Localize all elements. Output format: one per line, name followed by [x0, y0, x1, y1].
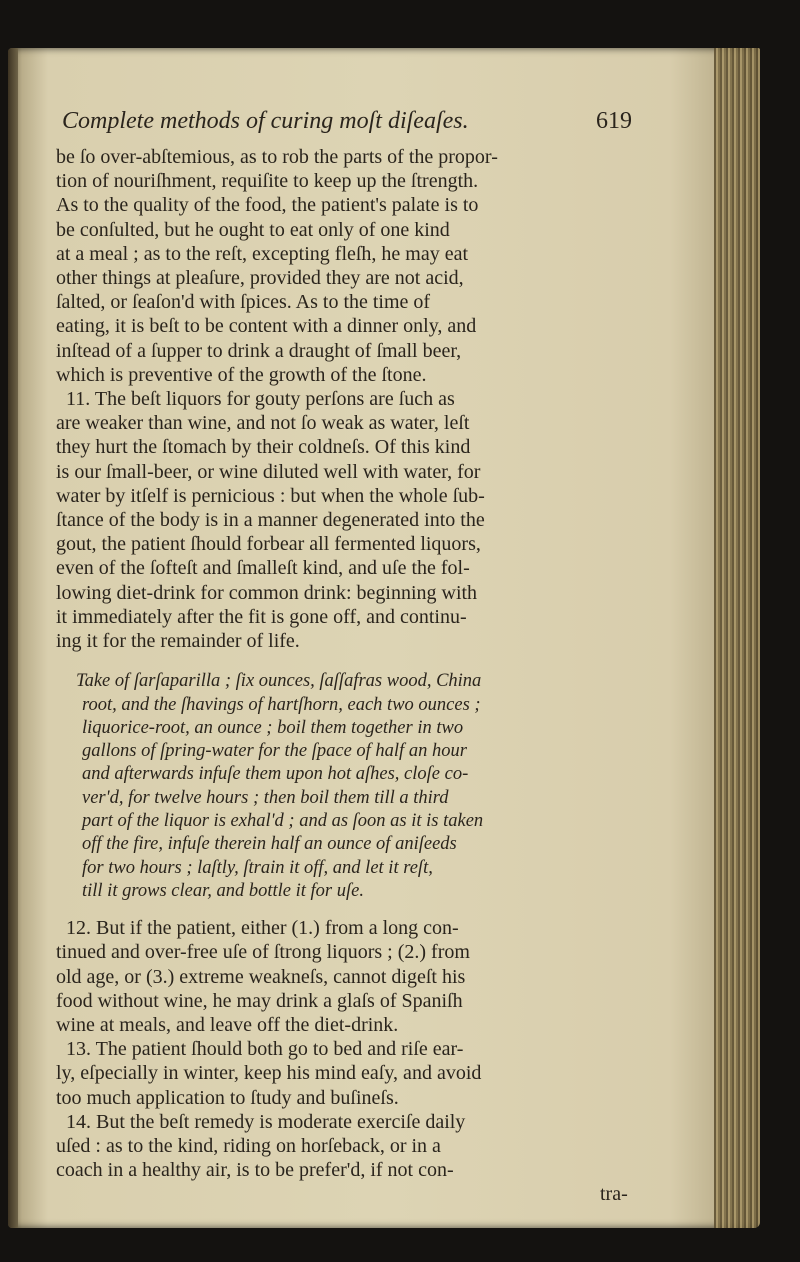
paragraph-line: 13. The patient ſhould both go to bed and riſe ear-: [66, 1038, 464, 1061]
paragraph-line: tinued and over-free uſe of ſtrong liquors ; (2.) from: [56, 941, 470, 964]
paragraph-1-line: be conſulted, but he ought to eat only of one kind: [56, 218, 450, 241]
paragraph-1-line: inſtead of a ſupper to drink a draught of ſmall beer,: [56, 339, 462, 362]
paragraph-line: old age, or (3.) extreme weakneſs, cannot digeſt his: [56, 965, 466, 988]
recipe-line: root, and the ſhavings of hartſhorn, each two ounces ;: [82, 694, 481, 715]
paragraph-11-line: it immediately after the fit is gone off, and continu-: [56, 605, 467, 628]
paragraph-11-line: 11. The beſt liquors for gouty perſons are ſuch as: [66, 388, 455, 410]
paragraph-1-line: other things at pleaſure, provided they are not acid,: [56, 267, 464, 289]
recipe-line: till it grows clear, and bottle it for uſe.: [82, 880, 364, 901]
paragraph-line: wine at meals, and leave off the diet-drink.: [56, 1014, 399, 1036]
recipe-line: gallons of ſpring-water for the ſpace of half an hour: [82, 741, 467, 762]
paragraph-11-line: gout, the patient ſhould forbear all fermented liquors,: [56, 533, 481, 556]
paragraph-11-line: lowing diet-drink for common drink: beginning with: [56, 581, 478, 604]
paragraph-11-line: ing it for the remainder of life.: [56, 630, 300, 652]
paragraph-1-line: at a meal ; as to the reſt, excepting fleſh, he may eat: [56, 242, 469, 265]
paragraph-line: 14. But the beſt remedy is moderate exerciſe daily: [66, 1110, 466, 1133]
paragraph-11-line: water by itſelf is pernicious : but when the whole ſub-: [56, 484, 485, 507]
paragraph-line: coach in a healthy air, is to be prefer'd, if not con-: [56, 1159, 454, 1182]
paragraph-line: uſed : as to the kind, riding on horſeback, or in a: [56, 1135, 441, 1157]
paragraph-11-line: is our ſmall-beer, or wine diluted well with water, for: [56, 460, 481, 483]
paragraph-line: food without wine, he may drink a glaſs of Spaniſh: [56, 989, 463, 1012]
recipe-line: part of the liquor is exhal'd ; and as ſoon as it is taken: [82, 811, 484, 831]
paragraph-1-line: which is preventive of the growth of the ſtone.: [56, 363, 427, 386]
paragraph-1-line: ſalted, or ſeaſon'd with ſpices. As to the time of: [56, 291, 431, 314]
page-fore-edge: [714, 48, 760, 1228]
paragraph-1-line: As to the quality of the food, the patient's palate is to: [56, 194, 479, 217]
recipe-line: liquorice-root, an ounce ; boil them together in two: [82, 717, 464, 738]
paragraph-1-line: eating, it is beſt to be content with a dinner only, and: [56, 315, 477, 338]
paragraph-1-line: be ſo over-abſtemious, as to rob the parts of the propor-: [56, 146, 498, 168]
paragraph-11-line: they hurt the ſtomach by their coldneſs. Of this kind: [56, 436, 471, 459]
recipe-line: off the fire, infuſe therein half an ounce of aniſeeds: [82, 834, 457, 855]
recipe-line: ver'd, for twelve hours ; then boil them till a third: [82, 787, 449, 808]
paragraph-11-line: ſtance of the body is in a manner degenerated into the: [56, 509, 485, 531]
paragraph-line: ly, eſpecially in winter, keep his mind eaſy, and avoid: [56, 1062, 482, 1085]
recipe-line: Take of ſarſaparilla ; ſix ounces, ſaſſafras wood, China: [76, 671, 482, 692]
running-header: [62, 108, 632, 138]
paragraph-11-line: are weaker than wine, and not ſo weak as water, leſt: [56, 412, 470, 435]
paragraph-1-line: tion of nouriſhment, requiſite to keep up the ſtrength.: [56, 170, 479, 193]
recipe-line: for two hours ; laſtly, ſtrain it off, and let it reſt,: [82, 857, 433, 878]
catchword: tra-: [600, 1183, 628, 1206]
paragraph-line: 12. But if the patient, either (1.) from a long con-: [66, 917, 459, 940]
recipe-line: and afterwards infuſe them upon hot aſhes, cloſe co-: [82, 764, 469, 785]
page-number: 619: [596, 108, 632, 134]
paragraph-line: too much application to ſtudy and buſineſs.: [56, 1086, 399, 1109]
running-title: Complete methods of curing moſt diſeaſes.: [62, 108, 469, 134]
page-gutter-edge: [8, 48, 18, 1228]
paragraph-11-line: even of the ſofteſt and ſmalleſt kind, and uſe the fol-: [56, 557, 470, 580]
